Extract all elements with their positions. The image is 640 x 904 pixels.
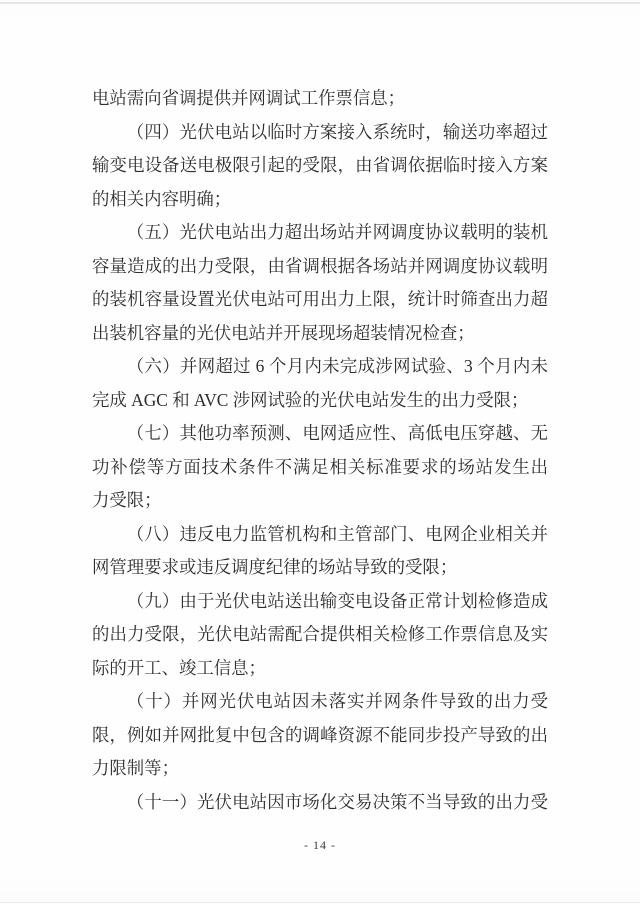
- text-line: （十）并网光伏电站因未落实并网条件导致的出力受: [126, 691, 548, 711]
- text-line: 容量造成的出力受限，由省调根据各场站并网调度协议载明: [92, 255, 548, 276]
- text-line: （十一）光伏电站因市场化交易决策不当导致的出力受: [126, 791, 548, 812]
- text-line: 的出力受限，光伏电站需配合提供相关检修工作票信息及实: [92, 624, 548, 644]
- text-line: 网管理要求或违反调度纪律的场站导致的受限；: [92, 557, 458, 577]
- scan-artifact-line-top: [0, 2, 640, 4]
- text-line: 限，例如并网批复中包含的调峰资源不能同步投产导致的出: [92, 724, 548, 745]
- text-line: 力限制等；: [92, 758, 179, 778]
- text-line: 际的开工、竣工信息；: [92, 657, 266, 678]
- text-line: 完成 AGC 和 AVC 涉网试验的光伏电站发生的出力受限；: [92, 389, 529, 410]
- text-line: 电站需向省调提供并网调试工作票信息；: [92, 88, 406, 108]
- text-line: （五）光伏电站出力超出场站并网调度协议载明的装机: [126, 222, 548, 242]
- text-line: （九）由于光伏电站送出输变电设备正常计划检修造成: [126, 590, 548, 611]
- text-line: 出装机容量的光伏电站并开展现场超装情况检查；: [92, 322, 475, 343]
- document-body: [92, 82, 548, 819]
- page-number: - 14 -: [304, 838, 336, 852]
- text-line: （四）光伏电站以临时方案接入系统时，输送功率超过: [126, 121, 548, 142]
- text-line: 的装机容量设置光伏电站可用出力上限，统计时筛查出力超: [92, 289, 548, 309]
- text-line: 输变电设备送电极限引起的受限，由省调依据临时接入方案: [92, 155, 548, 175]
- scan-artifact-line-bottom: [0, 902, 640, 903]
- text-line: 的相关内容明确；: [92, 188, 232, 209]
- text-line: （八）违反电力监管机构和主管部门、电网企业相关并: [126, 523, 548, 544]
- text-line: （七）其他功率预测、电网适应性、高低电压穿越、无: [126, 423, 548, 443]
- page-footer: [0, 836, 640, 854]
- text-line: （六）并网超过 6 个月内未完成涉网试验、3 个月内未: [126, 356, 548, 376]
- text-line: 力受限；: [92, 490, 162, 510]
- text-line: 功补偿等方面技术条件不满足相关标准要求的场站发生出: [92, 456, 548, 477]
